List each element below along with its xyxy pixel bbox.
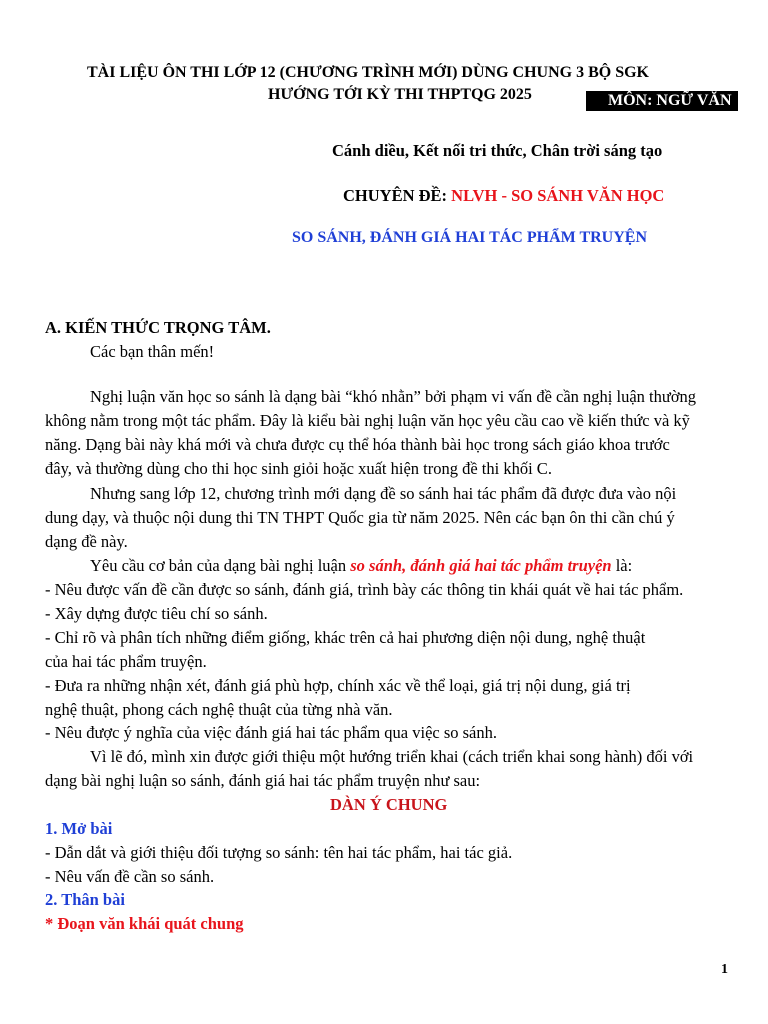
outline-section-2-subheading: * Đoạn văn khái quát chung [45,914,244,933]
outline-section-1-item-2: - Nêu vấn đề cần so sánh. [45,867,215,886]
section-a-heading: A. KIẾN THỨC TRỌNG TÂM. [45,318,271,337]
paragraph-1-line-2: không nằm trong một tác phẩm. Đây là kiểu bài nghị luận văn học yêu cầu cao về kiến thức và kỹ [45,411,690,430]
requirement-item-2: - Xây dựng được tiêu chí so sánh. [45,604,268,623]
textbook-series: Cánh diều, Kết nối tri thức, Chân trời sáng tạo [332,141,663,160]
document-subtitle: SO SÁNH, ĐÁNH GIÁ HAI TÁC PHẨM TRUYỆN [292,229,647,246]
page-number: 1 [721,962,728,977]
requirements-prefix: Yêu cầu cơ bản của dạng bài nghị luận [90,556,351,575]
requirements-suffix: là: [611,556,633,575]
outline-section-2-heading: 2. Thân bài [45,890,125,909]
topic-line [343,186,664,206]
requirements-intro [90,556,768,576]
greeting: Các bạn thân mến! [90,342,215,361]
outline-section-1-item-1: - Dẫn dắt và giới thiệu đối tượng so sánh: tên hai tác phẩm, hai tác giả. [45,843,513,862]
requirement-item-3-line-2: của hai tác phẩm truyện. [45,652,207,671]
paragraph-1-line-3: năng. Dạng bài này khá mới và chưa được cụ thể hóa thành bài học trong sách giáo khoa trước [45,435,670,454]
requirement-item-4-line-2: nghệ thuật, phong cách nghệ thuật của từng nhà văn. [45,700,393,719]
paragraph-2-line-1: Nhưng sang lớp 12, chương trình mới dạng đề so sánh hai tác phẩm đã được đưa vào nội [90,484,677,503]
paragraph-3-line-1: Vì lẽ đó, mình xin được giới thiệu một hướng triển khai (cách triển khai song hành) đối với [90,747,694,766]
document-title-line1: TÀI LIỆU ÔN THI LỚP 12 (CHƯƠNG TRÌNH MỚI) DÙNG CHUNG 3 BỘ SGK [87,64,649,81]
paragraph-2-line-3: dạng đề này. [45,532,128,551]
paragraph-2-line-2: dung dạy, và thuộc nội dung thi TN THPT Quốc gia từ năm 2025. Nên các bạn ôn thi cần chú ý [45,508,675,527]
requirement-item-3-line-1: - Chỉ rõ và phân tích những điểm giống, khác trên cả hai phương diện nội dung, nghệ thuật [45,628,646,647]
paragraph-1-line-1: Nghị luận văn học so sánh là dạng bài “khó nhằn” bởi phạm vi vấn đề cần nghị luận thường [90,387,697,406]
topic-label: CHUYÊN ĐỀ: [343,186,452,205]
paragraph-3-line-2: dạng bài nghị luận so sánh, đánh giá hai tác phẩm truyện như sau: [45,771,481,790]
requirements-emphasis: so sánh, đánh giá hai tác phẩm truyện [350,556,612,575]
document-title-line2: HƯỚNG TỚI KỲ THI THPTQG 2025 [268,86,532,103]
requirement-item-4-line-1: - Đưa ra những nhận xét, đánh giá phù hợp, chính xác về thể loại, giá trị nội dung, giá trị [45,676,631,695]
outline-heading: DÀN Ý CHUNG [330,795,448,814]
subject-badge: MÔN: NGỮ VĂN [586,91,738,111]
topic-value: NLVH - SO SÁNH VĂN HỌC [451,186,665,205]
outline-section-1-heading: 1. Mở bài [45,819,113,838]
paragraph-1-line-4: đây, và thường dùng cho thi học sinh giỏi hoặc xuất hiện trong đề thi khối C. [45,459,552,478]
requirement-item-5: - Nêu được ý nghĩa của việc đánh giá hai tác phẩm qua việc so sánh. [45,723,498,742]
requirement-item-1: - Nêu được vấn đề cần được so sánh, đánh giá, trình bày các thông tin khái quát về hai tác phẩm. [45,580,684,599]
